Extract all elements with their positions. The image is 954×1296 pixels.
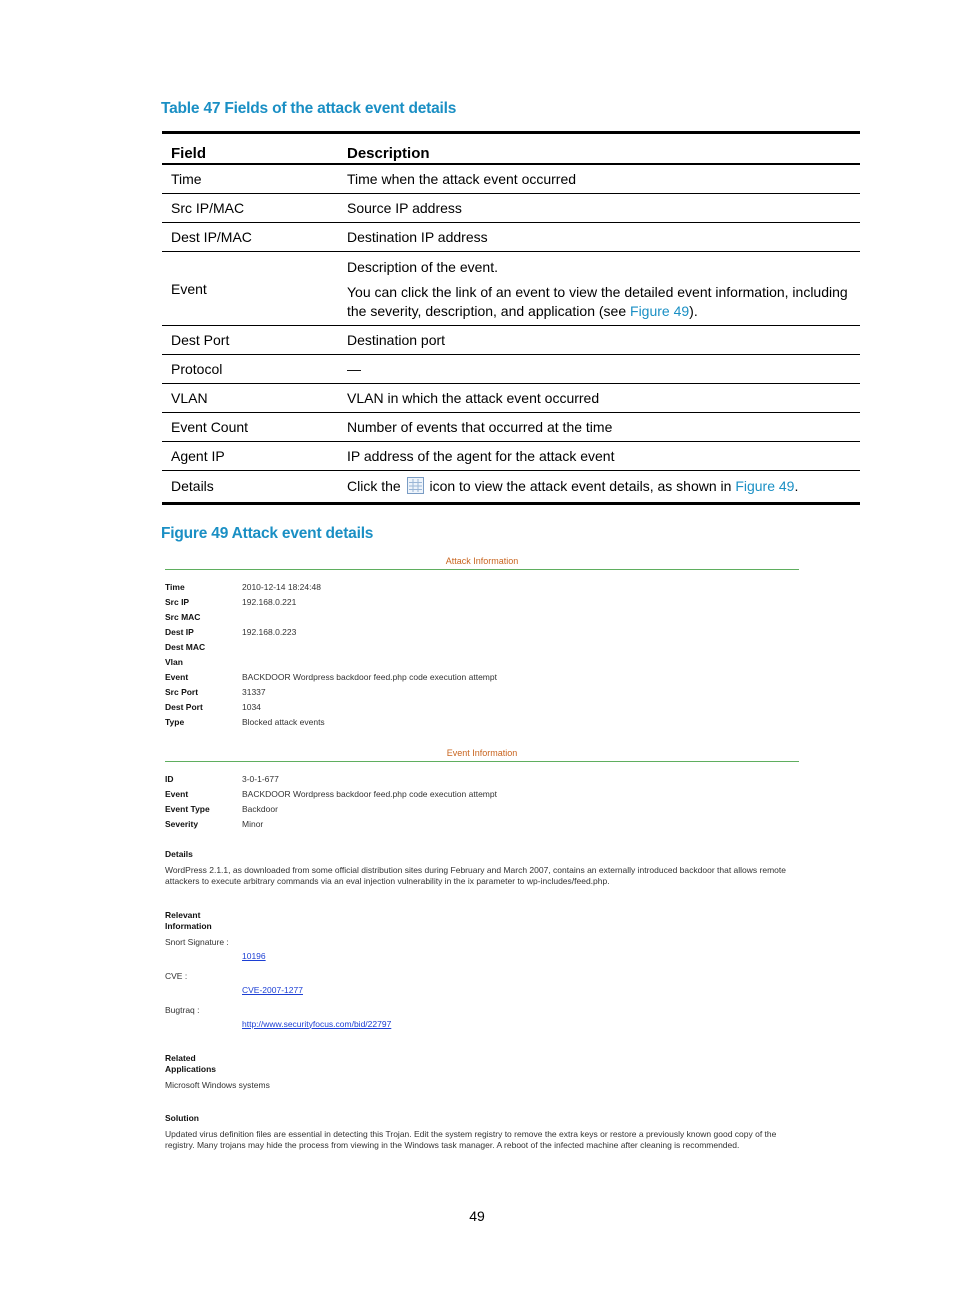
item-key: Severity xyxy=(165,818,199,829)
fields-table xyxy=(162,131,860,505)
item-key: Event xyxy=(165,788,189,799)
description-cell xyxy=(338,252,860,326)
item-value: Blocked attack events xyxy=(242,716,325,727)
table-header-row xyxy=(162,133,860,165)
item-key: Event xyxy=(165,671,189,682)
description-cell: IP address of the agent for the attack event xyxy=(338,442,860,471)
item-key: Time xyxy=(165,581,185,592)
header-description: Description xyxy=(338,133,860,165)
solution-title: Solution xyxy=(165,1113,199,1123)
title-line: Relevant xyxy=(165,909,201,920)
item-key: Dest Port xyxy=(165,701,203,712)
item-value: 3-0-1-677 xyxy=(242,773,279,784)
field-cell: Protocol xyxy=(162,355,338,384)
description-cell: Source IP address xyxy=(338,194,860,223)
item-value: BACKDOOR Wordpress backdoor feed.php code execution attempt xyxy=(242,671,497,682)
table-row xyxy=(162,471,860,504)
description-paragraph: Description of the event. xyxy=(347,259,498,275)
item-key: Src Port xyxy=(165,686,199,697)
table-row xyxy=(162,194,860,223)
details-text: WordPress 2.1.1, as downloaded from some official distribution sites during February and March 2007, contains an externally introduced backdoor that allows remote attackers to execute arbitrary commands via an eval injection vulnerability in the ix parameter to wp-includes/feed.php. xyxy=(165,864,786,886)
list-item xyxy=(165,639,799,654)
list-item xyxy=(165,624,799,639)
bugtraq-link[interactable]: http://www.securityfocus.com/bid/22797 xyxy=(242,1018,392,1029)
description-cell: VLAN in which the attack event occurred xyxy=(338,384,860,413)
item-value: Backdoor xyxy=(242,803,278,814)
field-cell: Dest Port xyxy=(162,326,338,355)
item-value: Minor xyxy=(242,818,264,829)
title-line: Applications xyxy=(165,1064,217,1074)
title-line: Related xyxy=(165,1052,196,1063)
description-cell: Destination port xyxy=(338,326,860,355)
list-item xyxy=(165,579,799,594)
list-item xyxy=(165,801,799,816)
field-cell: Src IP/MAC xyxy=(162,194,338,223)
description-text: ). xyxy=(689,303,698,319)
table-row xyxy=(162,413,860,442)
item-value: 31337 xyxy=(242,686,266,697)
item-key: Type xyxy=(165,716,185,727)
attack-event-details-figure xyxy=(165,556,799,1152)
item-value: 1034 xyxy=(242,701,261,712)
field-cell: Time xyxy=(162,164,338,194)
description-paragraph xyxy=(347,283,860,321)
list-item xyxy=(165,609,799,624)
list-item xyxy=(165,771,799,786)
reference-item xyxy=(165,937,799,967)
item-value: BACKDOOR Wordpress backdoor feed.php code execution attempt xyxy=(242,788,497,799)
description-cell: Number of events that occurred at the time xyxy=(338,413,860,442)
figure-link[interactable]: Figure 49 xyxy=(735,478,795,494)
page-number: 49 xyxy=(469,1208,485,1224)
description-cell xyxy=(338,471,860,504)
related-applications-title xyxy=(165,1053,799,1076)
item-key: Dest IP xyxy=(165,626,194,637)
field-cell: Dest IP/MAC xyxy=(162,223,338,252)
item-key: Event Type xyxy=(165,803,210,814)
field-cell: VLAN xyxy=(162,384,338,413)
field-cell: Agent IP xyxy=(162,442,338,471)
figure-caption: Figure 49 Attack event details xyxy=(161,525,374,542)
list-item xyxy=(165,669,799,684)
field-cell: Details xyxy=(162,471,338,504)
description-text: icon to view the attack event details, as shown in xyxy=(429,478,736,494)
snort-signature-link[interactable]: 10196 xyxy=(242,950,266,961)
figure-link[interactable]: Figure 49 xyxy=(630,303,690,319)
title-line: Information xyxy=(165,921,212,931)
item-key: ID xyxy=(165,773,174,784)
table-caption: Table 47 Fields of the attack event details xyxy=(161,100,457,117)
list-item xyxy=(165,699,799,714)
field-cell: Event xyxy=(162,252,338,326)
item-key: Dest MAC xyxy=(165,641,206,652)
relevant-information-title xyxy=(165,910,799,933)
description-cell: Destination IP address xyxy=(338,223,860,252)
reference-item xyxy=(165,971,799,1001)
item-key: Src MAC xyxy=(165,611,201,622)
event-information-title: Event Information xyxy=(165,748,799,762)
list-item xyxy=(165,594,799,609)
attack-information-title: Attack Information xyxy=(165,556,799,570)
table-row xyxy=(162,164,860,194)
list-item xyxy=(165,684,799,699)
description-text: You can click the link of an event to view the detailed event information, including the severity, description, and application (see xyxy=(347,284,848,319)
reference-item xyxy=(165,1005,799,1035)
item-value: 192.168.0.223 xyxy=(242,626,297,637)
table-row xyxy=(162,355,860,384)
description-cell: — xyxy=(338,355,860,384)
item-value: 2010-12-14 18:24:48 xyxy=(242,581,321,592)
table-row xyxy=(162,252,860,326)
table-row xyxy=(162,326,860,355)
solution-text: Updated virus definition files are essential in detecting this Trojan. Edit the system registry to remove the extra keys or restore a previously known good copy of the registry. Many trojans may hide the process from viewing in the Windows task manager. A reboot of the infected machine after cleaning is recommended. xyxy=(165,1128,777,1150)
cve-link[interactable]: CVE-2007-1277 xyxy=(242,984,303,995)
details-grid-icon xyxy=(407,477,424,494)
related-applications-text: Microsoft Windows systems xyxy=(165,1079,270,1090)
item-key: Vlan xyxy=(165,656,183,667)
table-row xyxy=(162,384,860,413)
reference-label: CVE : xyxy=(165,970,188,981)
table-row xyxy=(162,442,860,471)
list-item xyxy=(165,786,799,801)
details-title: Details xyxy=(165,849,193,859)
item-key: Src IP xyxy=(165,596,190,607)
description-cell: Time when the attack event occurred xyxy=(338,164,860,194)
header-field: Field xyxy=(162,133,338,165)
list-item xyxy=(165,654,799,669)
reference-label: Snort Signature : xyxy=(165,936,229,947)
table-row xyxy=(162,223,860,252)
event-information-list xyxy=(165,771,799,831)
item-value: 192.168.0.221 xyxy=(242,596,297,607)
field-cell: Event Count xyxy=(162,413,338,442)
attack-information-list xyxy=(165,579,799,729)
reference-label: Bugtraq : xyxy=(165,1004,200,1015)
description-text: . xyxy=(794,478,799,494)
description-text: Click the xyxy=(347,478,401,494)
list-item xyxy=(165,714,799,729)
list-item xyxy=(165,816,799,831)
